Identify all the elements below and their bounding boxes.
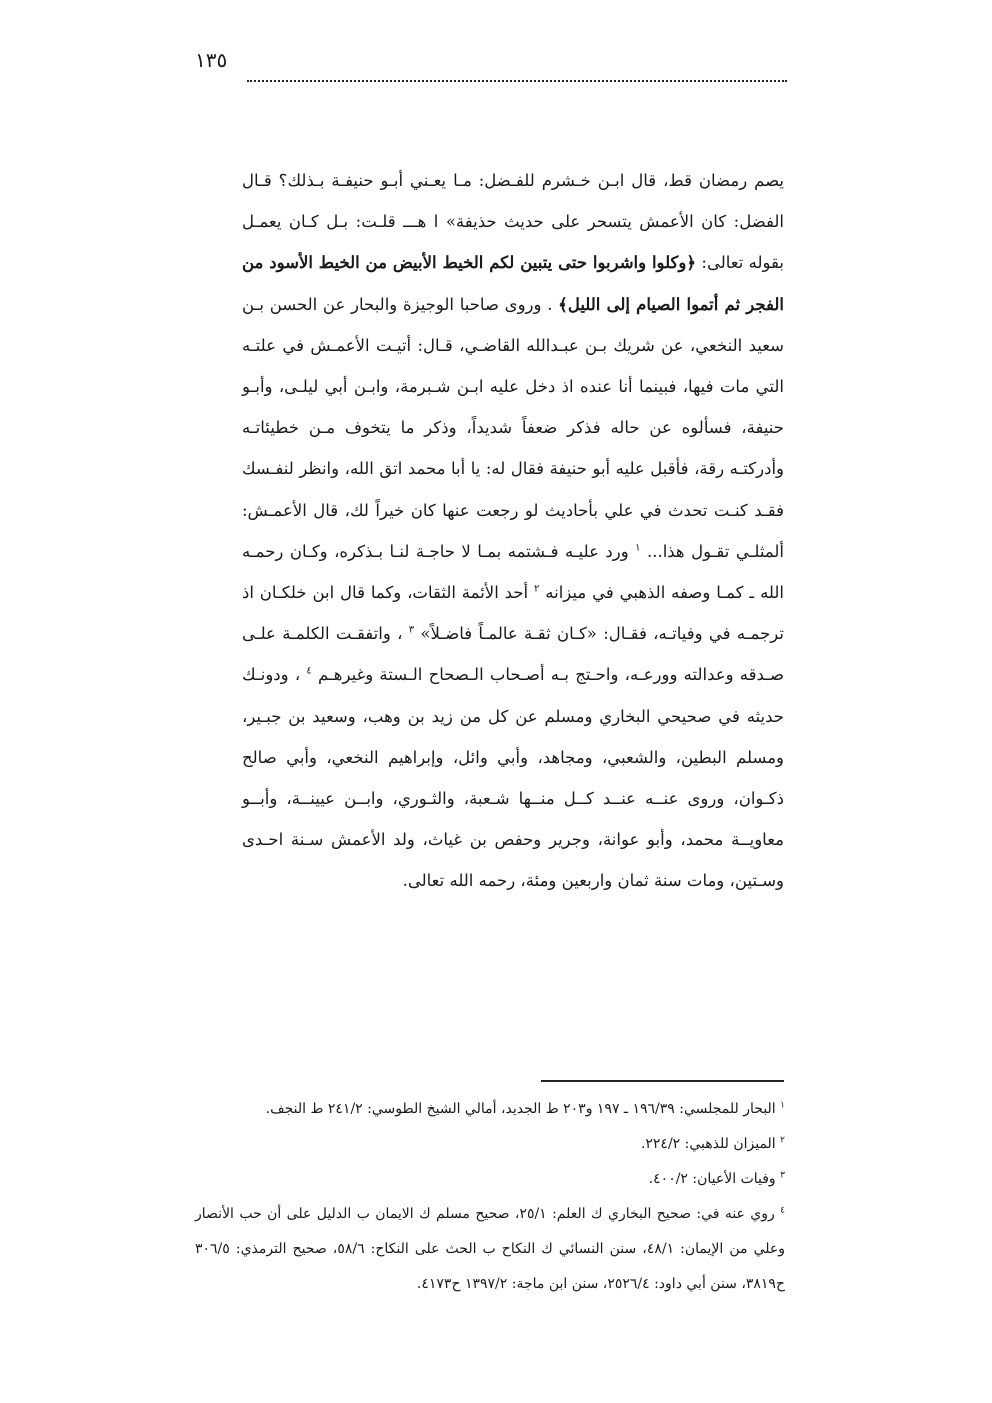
footnote-4-text: روي عنه في: صحيح البخاري ك العلم: ٢٥/١، صحيح مسلم ك الايمان ب الدليل على أن حب الأنصار وعلي من الإيمان: ٤٨/١، سنن النسائي ك النكاح ب الحث على النكاح: ٥٨/٦، صحيح الترمذي: ٣٠٦/٥ ح٣٨١٩، سنن أبي داود: ٢٥٢٦/٤، سنن ابن ماجة: ١٣٩٧/٢ ح٤١٧٣. xyxy=(195,1206,785,1292)
footnote-3 xyxy=(195,1162,785,1197)
body-text xyxy=(242,160,784,902)
footnote-ref-2: ٢ xyxy=(533,583,540,595)
body-segment-4: أحد الأئمة الثقات، وكما قال ابن خلكـان اذ ترجمـه في وفياتـه، فقـال: «كـان ثقـة عالمـاً فاضـلاً» xyxy=(242,583,784,644)
footnote-1-number: ١ xyxy=(780,1100,785,1111)
body-segment-2: . وروى صاحبا الوجيزة والبحار عن الحسن بـن سعيد النخعي، عن شريك بـن عبـدالله القاضـي، قـال: أتيـت الأعمـش في علتـه التي مات فيها، فبينما أنا عنده اذ دخل عليه ابـن شـبرمة، وابـن أبي ليلـى، وأبـو حنيفة، فسألوه عن حاله فذكر ضعفاً شديداً، وذكر ما يتخوف مـن خطيئاتـه وأدركتـه رقة، فأقبل عليه أبو حنيفة فقال له: يا أبا محمد اتق الله، وانظر لنفـسك فقـد كنـت تحدث في علي بأحاديث لو رجعت عنها كان خيراً لك، قال الأعمـش: ألمثلـي تقـول هذا... xyxy=(242,294,784,561)
footnote-2-number: ٢ xyxy=(780,1135,785,1146)
footnote-ref-3: ٣ xyxy=(408,624,415,636)
footnote-3-number: ٣ xyxy=(780,1170,785,1181)
footnote-4 xyxy=(195,1197,785,1302)
footnote-1-text: البحار للمجلسي: ١٩٦/٣٩ ـ ١٩٧ و٢٠٣ ط الجديد، أمالي الشيخ الطوسي: ٢٤١/٢ ط النجف. xyxy=(265,1101,776,1117)
body-segment-5: ، واتفقـت الكلمـة علـى صـدقه وعدالته وورعـه، واحـتج بـه أصـحاب الـصحاح الـستة وغيرهـم xyxy=(242,624,784,685)
footnote-separator xyxy=(541,1080,784,1082)
footnote-ref-1: ١ xyxy=(635,542,641,554)
footnote-3-text: وفيات الأعيان: ٤٠٠/٢. xyxy=(648,1171,776,1187)
page-number: ١٣٥ xyxy=(195,48,228,72)
footnote-ref-4: ٤ xyxy=(306,665,312,677)
footnote-2-text: الميزان للذهبي: ٢٢٤/٢. xyxy=(640,1136,776,1152)
footnote-1 xyxy=(195,1092,785,1127)
footnote-2 xyxy=(195,1127,785,1162)
footnotes xyxy=(195,1092,785,1302)
body-segment-3: ورد عليـه فـشتمه بمـا لا حاجـة لنـا بـذكره، وكـان رحمـه الله ـ كمـا وصفه الذهبي في ميزانه xyxy=(242,541,784,603)
body-segment-1: يصم رمضان قط، قال ابـن خـشرم للفـضل: مـا يعـني أبـو حنيفـة بـذلك؟ قـال الفضل: كان الأعمش يتسحر على حديث حذيفة» ا هـــ قلـت: بـل كـان يعمـل بقوله تعالى: xyxy=(242,171,785,273)
body-segment-6: ، ودونـك حديثه في صحيحي البخاري ومسلم عن كل من زيد بن وهب، وسعيد بن جبـير، ومسلم البطين، والشعبي، ومجاهد، وأبي وائل، وإبراهيم النخعي، وأبي صالح ذكـوان، وروى عنــه عنــد كــل منــها شـعبة، والثـوري، وابــن عيينــة، وأبــو معاويــة محمد، وأبو عوانة، وجرير وحفص بن غياث، ولد الأعمش سـنة احـدى وسـتين، ومات سنة ثمان واربعين ومئة، رحمه الله تعالى. xyxy=(242,665,784,891)
quran-verse: ﴿وكلوا واشربوا حتى يتبين لكم الخيط الأبيض من الخيط الأسود من الفجر ثم أتموا الصيام إلى الليل﴾ xyxy=(242,253,785,314)
header-dotted-rule xyxy=(247,80,787,82)
footnote-4-number: ٤ xyxy=(780,1205,785,1216)
body-paragraph xyxy=(242,160,784,902)
